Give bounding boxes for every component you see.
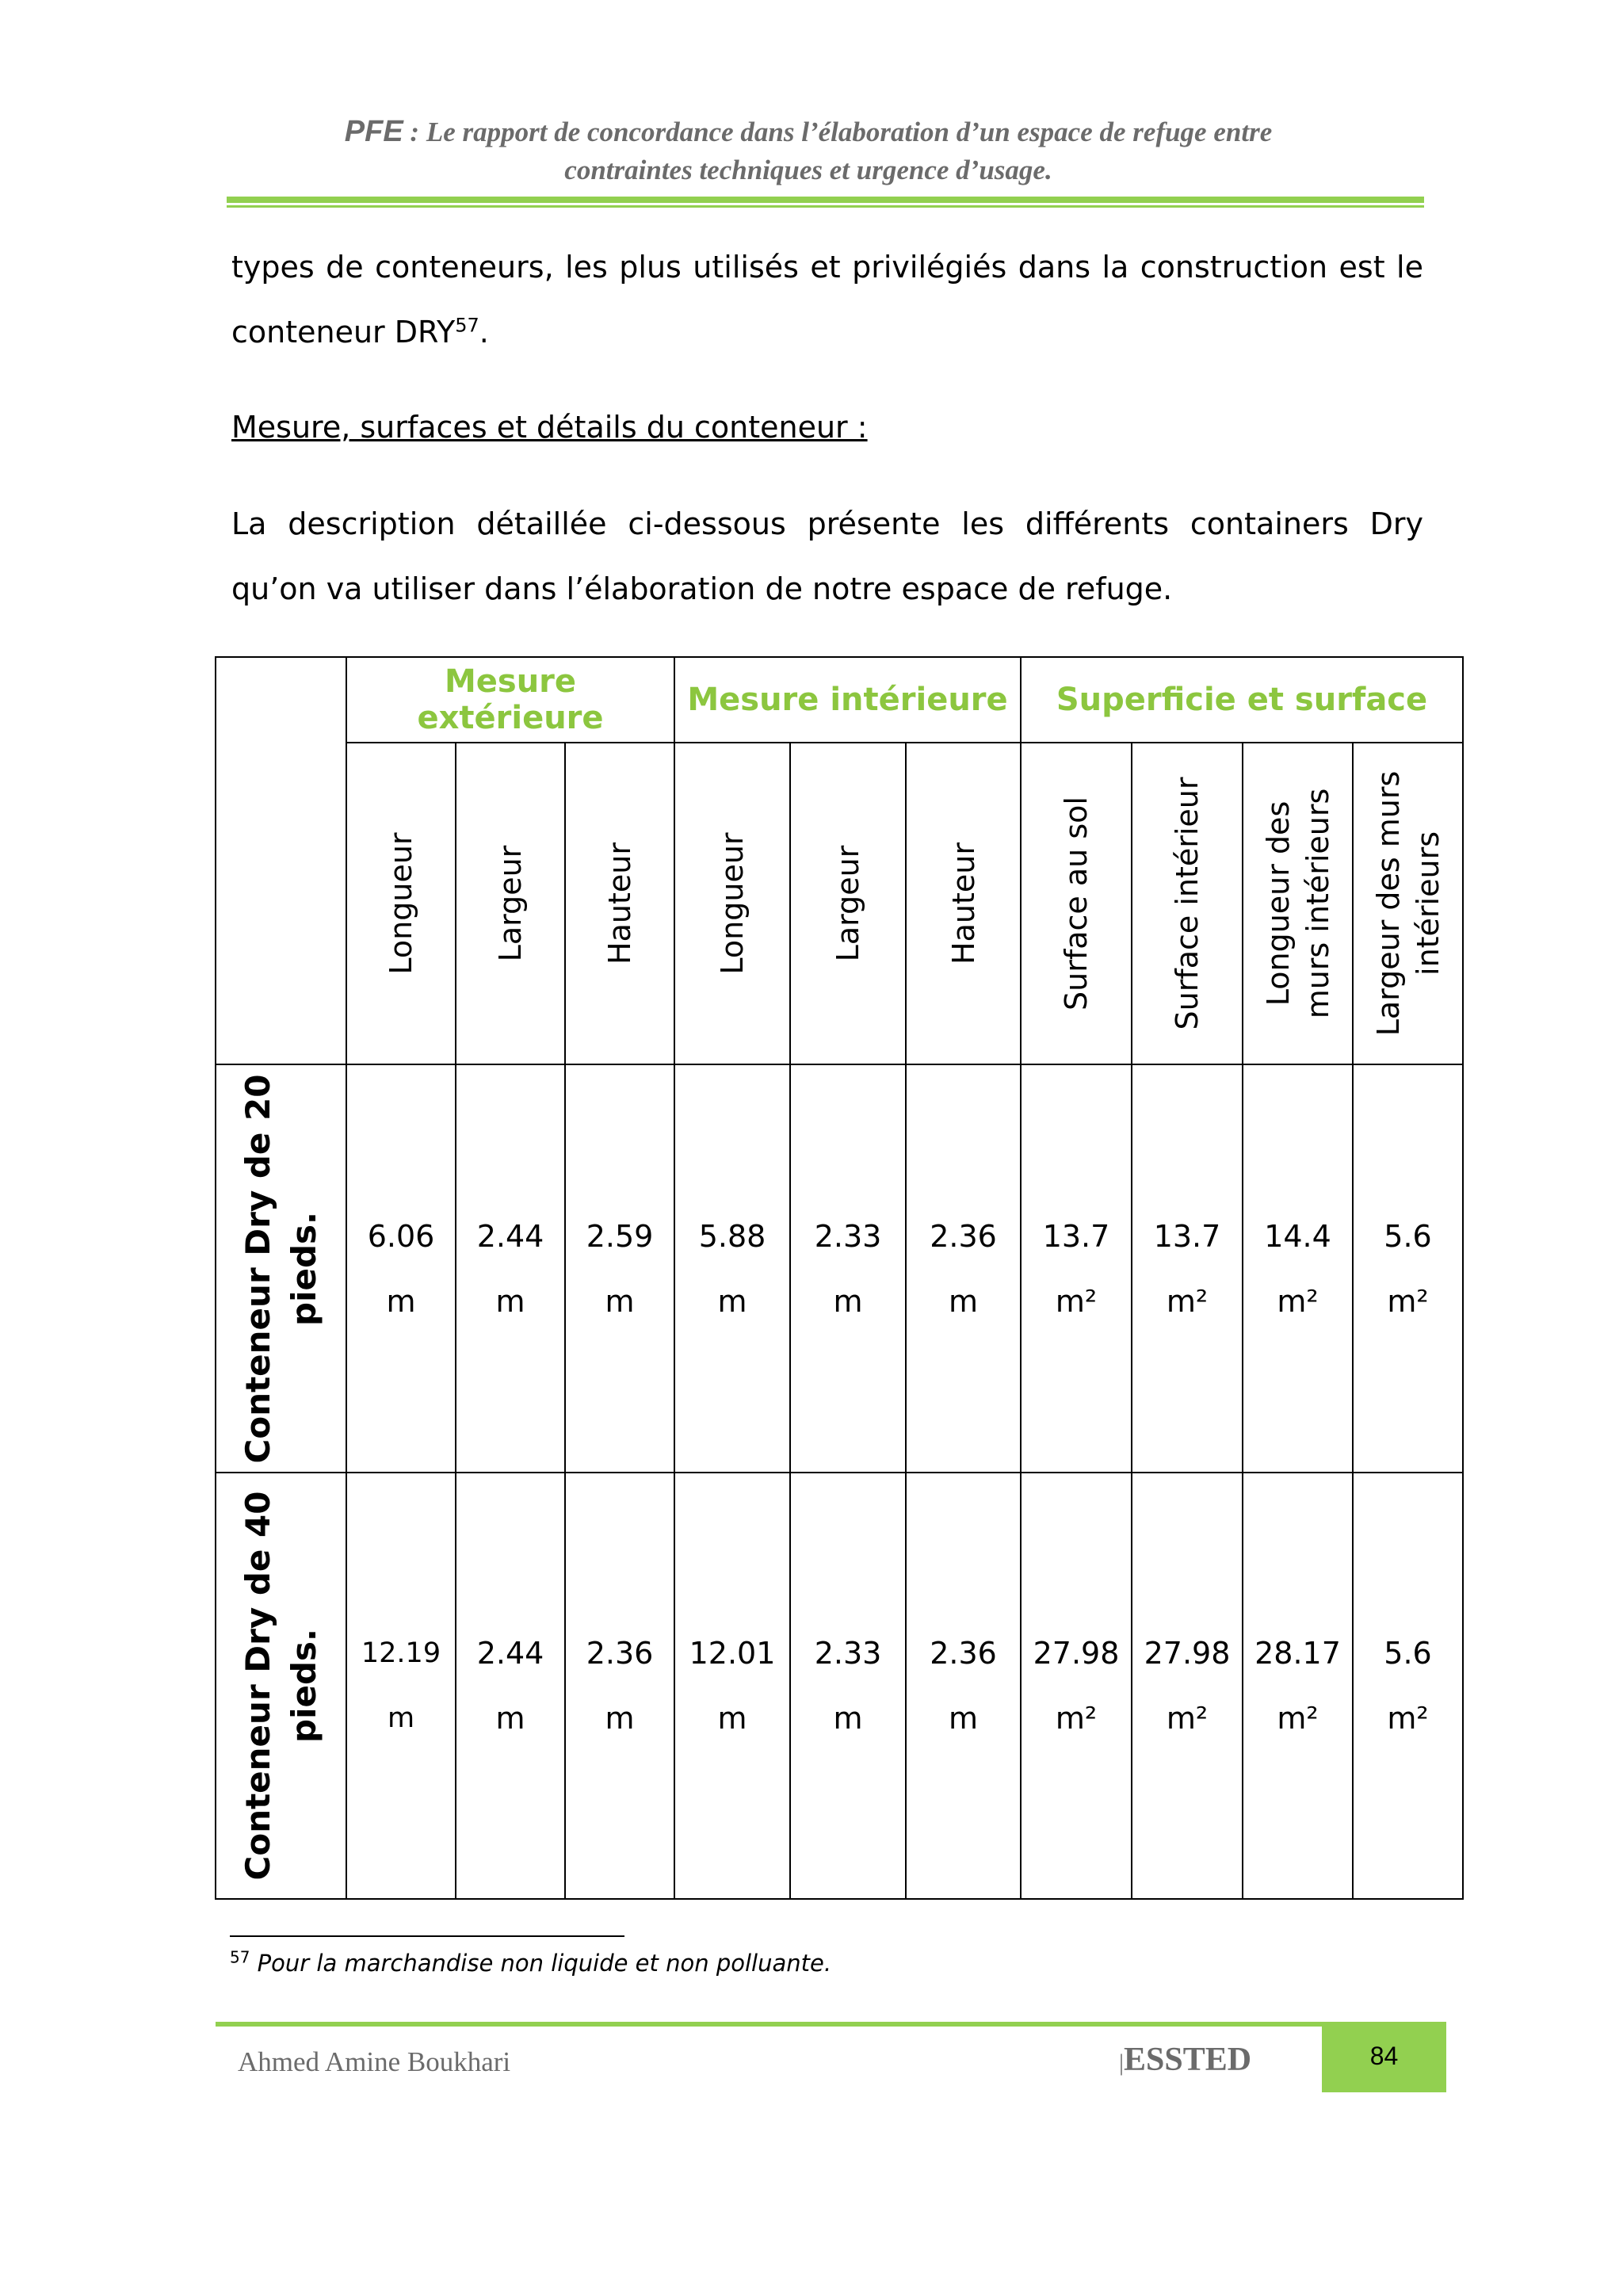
- group-header: Mesure extérieure: [346, 657, 674, 743]
- column-header-line: Longueur des: [1260, 800, 1296, 1007]
- cell-value: 13.7: [1153, 1218, 1221, 1254]
- column-header-line: Longueur: [715, 832, 750, 975]
- column-header-line: Largeur: [831, 845, 865, 962]
- cell-unit: m²: [1055, 1701, 1098, 1736]
- row-label-cell: [216, 1064, 346, 1473]
- column-header: [1021, 743, 1132, 1064]
- table-row: [216, 1064, 1463, 1473]
- footer-rule: [216, 2022, 1322, 2027]
- table-cell: [565, 1064, 674, 1473]
- column-header-line: Hauteur: [945, 842, 981, 965]
- header-rule-thin: [227, 205, 1424, 208]
- footnote-number: 57: [230, 1947, 250, 1967]
- intro-end: .: [479, 315, 489, 350]
- cell-value: 2.33: [814, 1218, 882, 1254]
- header-line1: : Le rapport de concordance dans l’élaboration d’un espace de refuge entre: [403, 117, 1273, 147]
- cell-unit: m²: [1166, 1701, 1209, 1736]
- cell-unit: m: [717, 1283, 747, 1319]
- description-paragraph: La description détaillée ci-dessous présente les différents containers Dry qu’on va utiliser dans l’élaboration de notre espace de refuge.: [231, 506, 1423, 606]
- column-header-label: [600, 842, 640, 965]
- table-cell: [906, 1473, 1021, 1899]
- footnote-ref[interactable]: 57: [455, 314, 479, 337]
- table-cell: [456, 1064, 565, 1473]
- cell-unit: m²: [1166, 1283, 1209, 1319]
- table-cell: [1132, 1064, 1243, 1473]
- footer-school: [1119, 2041, 1251, 2079]
- column-header-line: murs intérieurs: [1300, 788, 1335, 1019]
- column-header-label: [1167, 777, 1207, 1030]
- row-label: [235, 1074, 327, 1463]
- column-header-line: intérieurs: [1410, 831, 1445, 976]
- row-label: [235, 1492, 327, 1881]
- cell-unit: m²: [1277, 1283, 1319, 1319]
- row-label-cell: [216, 1473, 346, 1899]
- column-header-label: [381, 832, 421, 974]
- column-header: [674, 743, 790, 1064]
- column-header-line: Largeur des murs: [1370, 770, 1406, 1037]
- cell-unit: m: [386, 1283, 416, 1319]
- cell-value: 14.4: [1264, 1218, 1331, 1254]
- cell-unit: m²: [1387, 1283, 1429, 1319]
- table-cell: [674, 1064, 790, 1473]
- column-header-label: [1056, 797, 1096, 1010]
- table-cell: [790, 1473, 906, 1899]
- cell-value: 2.33: [814, 1636, 882, 1671]
- cell-value: 5.88: [698, 1218, 766, 1254]
- cell-value: 27.98: [1033, 1636, 1120, 1671]
- footer-bar: |: [1119, 2050, 1125, 2076]
- container-spec-table: [215, 656, 1464, 1900]
- group-header-row: [216, 657, 1463, 743]
- table-cell: [674, 1473, 790, 1899]
- column-header: [906, 743, 1021, 1064]
- cell-value: 12.19: [361, 1637, 441, 1669]
- column-header-label: [491, 846, 530, 962]
- footer-school-name: ESSTED: [1124, 2042, 1252, 2078]
- table-cell: [1353, 1064, 1463, 1473]
- intro-line2: conteneur DRY: [231, 315, 456, 350]
- cell-value: 5.6: [1384, 1218, 1432, 1254]
- row-label-line: Conteneur Dry de 40: [238, 1491, 277, 1881]
- column-header-line: Surface au sol: [1059, 797, 1094, 1010]
- column-header-label: [828, 846, 868, 962]
- running-header: [230, 113, 1387, 189]
- column-header-label: [1369, 771, 1448, 1037]
- column-header: [1132, 743, 1243, 1064]
- group-header: Mesure intérieure: [674, 657, 1021, 743]
- cell-unit: m²: [1055, 1283, 1098, 1319]
- column-header: [1243, 743, 1353, 1064]
- cell-value: 2.36: [930, 1636, 997, 1671]
- column-header-line: Hauteur: [602, 842, 637, 965]
- cell-value: 5.6: [1384, 1636, 1432, 1671]
- table-cell: [456, 1473, 565, 1899]
- cell-value: 27.98: [1144, 1636, 1231, 1671]
- column-header: [565, 743, 674, 1064]
- cell-unit: m: [605, 1283, 635, 1319]
- cell-unit: m: [833, 1283, 863, 1319]
- table-cell: [565, 1473, 674, 1899]
- cell-unit: m: [948, 1701, 979, 1736]
- header-rule: [227, 197, 1424, 203]
- table-cell: [1243, 1473, 1353, 1899]
- cell-unit: m: [495, 1701, 525, 1736]
- column-header: [790, 743, 906, 1064]
- cell-value: 2.36: [930, 1218, 997, 1254]
- cell-value: 2.59: [586, 1218, 654, 1254]
- header-line2: contraintes techniques et urgence d’usage.: [564, 155, 1052, 185]
- group-header: Superficie et surface: [1021, 657, 1463, 743]
- page-number: 84: [1322, 2022, 1446, 2092]
- cell-value: 2.36: [586, 1636, 654, 1671]
- column-header: [456, 743, 565, 1064]
- intro-paragraph: [231, 235, 1423, 365]
- cell-unit: m²: [1387, 1701, 1429, 1736]
- cell-value: 2.44: [476, 1218, 544, 1254]
- cell-unit: m: [605, 1701, 635, 1736]
- table-row: [216, 1473, 1463, 1899]
- cell-value: 13.7: [1042, 1218, 1110, 1254]
- cell-value: 28.17: [1254, 1636, 1341, 1671]
- cell-unit: m: [495, 1283, 525, 1319]
- cell-unit: m²: [1277, 1701, 1319, 1736]
- column-header: [346, 743, 456, 1064]
- intro-line1: types de conteneurs, les plus utilisés et privilégiés dans la construction est le: [231, 250, 1423, 285]
- column-header-line: Surface intérieur: [1170, 777, 1205, 1030]
- column-header-label: [1258, 789, 1338, 1019]
- column-header-label: [944, 842, 983, 965]
- footnote-rule: [230, 1935, 624, 1937]
- row-label-line: pieds.: [284, 1211, 323, 1326]
- column-header-line: Longueur: [384, 832, 418, 975]
- cell-value: 12.01: [689, 1636, 776, 1671]
- table-cell: [1353, 1473, 1463, 1899]
- table-cell: [346, 1473, 456, 1899]
- cell-unit: m: [717, 1701, 747, 1736]
- cell-unit: m: [948, 1283, 979, 1319]
- column-header-label: [712, 832, 752, 974]
- column-header-row: [216, 743, 1463, 1064]
- footnote: [230, 1943, 831, 1983]
- section-subheading: Mesure, surfaces et détails du conteneur :: [231, 410, 868, 445]
- footer-author: Ahmed Amine Boukhari: [238, 2046, 511, 2077]
- cell-value: 6.06: [367, 1218, 435, 1254]
- cell-value: 2.44: [476, 1636, 544, 1671]
- table-corner-cell: [216, 657, 346, 1064]
- column-header: [1353, 743, 1463, 1064]
- table-cell: [1243, 1064, 1353, 1473]
- table-cell: [906, 1064, 1021, 1473]
- header-pfe: PFE: [344, 115, 403, 148]
- column-header-line: Largeur: [493, 845, 528, 962]
- table-cell: [790, 1064, 906, 1473]
- row-label-line: Conteneur Dry de 20: [238, 1074, 277, 1463]
- table-cell: [1132, 1473, 1243, 1899]
- table-cell: [1021, 1064, 1132, 1473]
- cell-unit: m: [833, 1701, 863, 1736]
- cell-unit: m: [387, 1702, 415, 1734]
- row-label-line: pieds.: [284, 1629, 323, 1743]
- footnote-text: Pour la marchandise non liquide et non polluante.: [257, 1950, 832, 1977]
- table-cell: [346, 1064, 456, 1473]
- table-cell: [1021, 1473, 1132, 1899]
